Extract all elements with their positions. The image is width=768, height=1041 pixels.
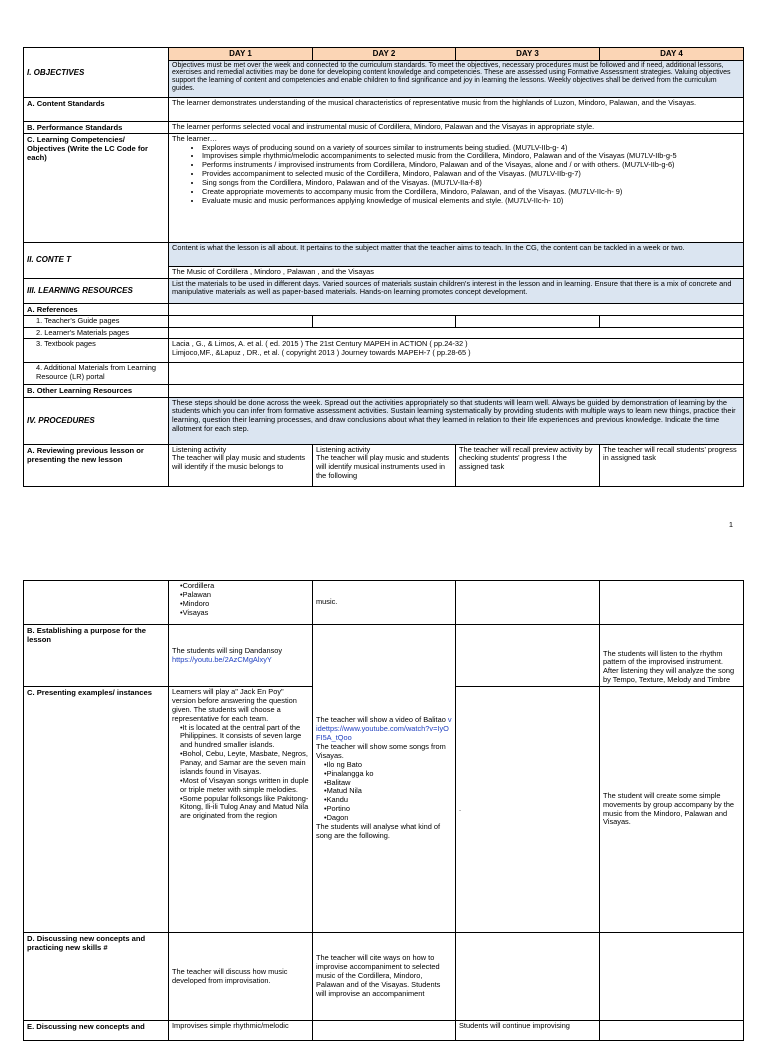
day-2-header: DAY 2 — [313, 48, 456, 61]
song-item: • Balitaw — [324, 779, 452, 788]
resources-text: List the materials to be used in different days. Varied sources of materials sustain children's interest in the lesson and in learning. Ensure that there is a mix of concrete and manipulative materials as well as paper-based materials. Hands-on learning promotes concept development. — [169, 278, 744, 303]
competency-item: • Provides accompaniment to selected music of the Cordillera, Mindoro, Palawan and of the Visayas. (MU7LV-IIb-g-7) — [202, 170, 740, 179]
review-day1-title: Listening activity — [172, 444, 227, 454]
tg-day4 — [600, 315, 744, 327]
discussing-day4 — [600, 933, 744, 1021]
references-label: A. References — [24, 303, 169, 315]
review-label: A. Reviewing previous lesson or presenting the new lesson — [24, 444, 169, 486]
purpose-day1 — [169, 625, 313, 687]
competencies-cell — [169, 133, 744, 242]
textbook-ref-1: Lacia , G., & Limos, A. et al. ( ed. 2015 ) The 21st Century MAPEH in ACTION ( pp.24-32 ) — [172, 339, 468, 349]
region-item: • Palawan — [180, 591, 309, 600]
lr-portal-value — [169, 363, 744, 385]
examples-day2-outro: The students will analyse what kind of song are the following. — [316, 821, 441, 840]
discussing-day3 — [456, 933, 600, 1021]
fact-item: • Bohol, Cebu, Leyte, Masbate, Negros, Panay, and Samar are the seven main islands found in Visayas. — [180, 750, 309, 777]
objectives-text: Objectives must be met over the week and connected to the curriculum standards. To meet the objectives, necessary procedures must be followed and if need, additional lessons, exercises and remedial activities may be done for developing content knowledge and competencies. These are assessed using Formative Assessment strategies. Valuing objectives support the learning of content and competencies and enable children to find significance and joy in learning the lessons. Weekly objectives shall be derived from the curriculum guides. — [169, 60, 744, 97]
cont-day2: music. — [313, 581, 456, 625]
cont-day3 — [456, 581, 600, 625]
song-item: • Matud Nila — [324, 787, 452, 796]
competencies-intro: The learner… — [172, 133, 218, 143]
learners-materials-label: 2. Learner's Materials pages — [24, 327, 169, 339]
examples-day4: The student will create some simple movements by group accompany by the music from the Mindoro, Palawan and Visayas. — [600, 687, 744, 933]
balitao-video-link[interactable]: videttps://www.youtube.com/watch?v=IyOFI5A_tQoo — [316, 715, 452, 743]
competency-item: • Create appropriate movements to accompany music from the Cordillera, Mindoro, Palawan, and of the Visayas. (MU7LV-IIc-h- 9) — [202, 188, 740, 197]
region-list — [172, 582, 309, 618]
tg-day2 — [313, 315, 456, 327]
lm-value — [169, 327, 744, 339]
page-number: 1 — [728, 520, 733, 529]
performance-standards-text: The learner performs selected vocal and instrumental music of Cordillera, Mindoro, Palawan and the Visayas in appropriate style. — [169, 121, 744, 133]
discussing-label: D. Discussing new concepts and practicing new skills # — [24, 933, 169, 1021]
day-4-header: DAY 4 — [600, 48, 744, 61]
region-item: • Cordillera — [180, 582, 309, 591]
cont-label — [24, 581, 169, 625]
discussing2-label: E. Discussing new concepts and — [24, 1021, 169, 1041]
competency-item: • Performs instruments / improvised instruments from Cordillera, Mindoro, Palawan and of the Visayas, alone and / or with others. (MU7LV-IIb-g-6) — [202, 161, 740, 170]
day-3-header: DAY 3 — [456, 48, 600, 61]
content-standards-text: The learner demonstrates understanding of the musical characteristics of representative music from the highlands of Luzon, Mindoro, Palawan, and the Visayas. — [169, 97, 744, 121]
tg-day3 — [456, 315, 600, 327]
region-item: • Visayas — [180, 609, 309, 618]
cont-day4 — [600, 581, 744, 625]
fact-item: • Some popular folksongs like Pakitong-Kitong, Ili-ili Tulog Anay and Matud Nila are originated from the region — [180, 795, 309, 822]
competency-item: • Improvises simple rhythmic/melodic accompaniments to selected music from the Cordillera, Mindoro, Palawan and of the Visayas (MU7LV-IIb-g-5 — [202, 152, 740, 161]
procedures-label: IV. PROCEDURES — [24, 397, 169, 444]
content-topic: The Music of Cordillera , Mindoro , Palawan , and the Visayas — [169, 266, 744, 278]
purpose-day1-text: The students will sing Dandansoy — [172, 645, 283, 655]
content-text: Content is what the lesson is all about. It pertains to the subject matter that the teacher aims to teach. In the CG, the content can be tackled in a week or two. — [169, 242, 744, 266]
competencies-label: C. Learning Competencies/ Objectives (Write the LC Code for each) — [24, 133, 169, 242]
visayas-song-list — [316, 761, 452, 823]
objectives-label: I. OBJECTIVES — [24, 48, 169, 98]
review-day2-title: Listening activity — [316, 444, 371, 454]
purpose-day3 — [456, 625, 600, 687]
song-item: • Kandu — [324, 796, 452, 805]
content-standards-label: A. Content Standards — [24, 97, 169, 121]
other-resources-label: B. Other Learning Resources — [24, 385, 169, 397]
discussing2-day1: Improvises simple rhythmic/melodic — [169, 1021, 313, 1041]
dandansoy-video-link[interactable]: https://youtu.be/2AzCMgAlxyY — [172, 654, 272, 664]
cont-day1 — [169, 581, 313, 625]
examples-day2-intro: The teacher will show a video of Balitao videttps://www.youtube.com/watch?v=IyOFI5A_tQoo — [316, 715, 452, 743]
fact-item: • It is located at the central part of the Philippines. It consists of seven large and hundred smaller islands. — [180, 724, 309, 751]
tg-day1 — [169, 315, 313, 327]
other-resources-value — [169, 385, 744, 397]
song-item: • Portino — [324, 805, 452, 814]
textbook-value — [169, 339, 744, 363]
content-label: II. CONTE T — [24, 242, 169, 278]
competencies-list — [172, 144, 740, 206]
song-item: • Ilo ng Bato — [324, 761, 452, 770]
examples-label: C. Presenting examples/ instances — [24, 687, 169, 933]
visayas-facts-list — [172, 724, 309, 822]
review-day2-text: The teacher will play music and students will identify musical instruments used in the following — [316, 453, 450, 481]
discussing2-day3: Students will continue improvising — [456, 1021, 600, 1041]
lr-portal-label: 4. Additional Materials from Learning Resource (LR) portal — [24, 363, 169, 385]
song-item: • Dagon — [324, 814, 452, 823]
review-day2 — [313, 444, 456, 486]
lesson-plan-table-page-2 — [23, 580, 744, 1041]
competency-item: • Explores ways of producing sound on a variety of sources similar to instruments being studied. (MU7LV-IIb-g- 4) — [202, 144, 740, 153]
examples-day2-mid: The teacher will show some songs from Visayas. — [316, 742, 446, 760]
song-item: • Pinalangga ko — [324, 770, 452, 779]
review-day1-text: The teacher will play music and students will identify if the music belongs to — [172, 453, 306, 472]
day-1-header: DAY 1 — [169, 48, 313, 61]
discussing-day2: The teacher will cite ways on how to improvise accompaniment to selected music of the Cordillera, Mindoro, Palawan and of the Visayas. Students will improvise an accompaniment — [313, 933, 456, 1021]
textbook-label: 3. Textbook pages — [24, 339, 169, 363]
examples-day3: . — [456, 687, 600, 933]
lesson-plan-table-page-1 — [23, 47, 744, 487]
competency-item: • Evaluate music and music performances applying knowledge of musical elements and style. (MU7LV-IIc-h- 10) — [202, 197, 740, 206]
procedures-text: These steps should be done across the week. Spread out the activities appropriately so that students will learn well. Always be guided by demonstration of learning by the students which you can infer from formative assessment activities. Sustain learning systematically by providing students with multiple ways to learn new things, practice their learning, question their learning processes, and draw conclusions about what they learned in relation to their life experiences and previous knowledge. Indicate the time allotment for each step. — [169, 397, 744, 444]
fact-item: • Most of Visayan songs written in duple or triple meter with simple melodies. — [180, 777, 309, 795]
review-day1 — [169, 444, 313, 486]
examples-day1-intro: Learners will play a" Jack En Poy" version before answering the question given. The students will choose a representative for each team. — [172, 687, 297, 723]
examples-day1 — [169, 687, 313, 933]
purpose-label: B. Establishing a purpose for the lesson — [24, 625, 169, 687]
region-item: • Mindoro — [180, 600, 309, 609]
competency-item: • Sing songs from the Cordillera, Mindoro, Palawan and of the Visayas. (MU7LV-IIa-f-8) — [202, 179, 740, 188]
review-day3: The teacher will recall preview activity by checking students' progress I the assigned task — [456, 444, 600, 486]
teachers-guide-label: 1. Teacher's Guide pages — [24, 315, 169, 327]
purpose-day4: The students will listen to the rhythm pattern of the improvised instrument. After listening they will analyze the song by Tempo, Texture, Melody and Timbre — [600, 625, 744, 687]
discussing-day1: The teacher will discuss how music developed from improvisation. — [169, 933, 313, 1021]
performance-standards-label: B. Performance Standards — [24, 121, 169, 133]
examples-day2 — [313, 625, 456, 933]
textbook-ref-2: Limjoco,MF., &Lapuz , DR., et al. ( copyright 2013 ) Journey towards MAPEH-7 ( pp.28-65 ) — [172, 348, 471, 358]
resources-label: III. LEARNING RESOURCES — [24, 278, 169, 303]
review-day4: The teacher will recall students' progress in assigned task — [600, 444, 744, 486]
references-value — [169, 303, 744, 315]
